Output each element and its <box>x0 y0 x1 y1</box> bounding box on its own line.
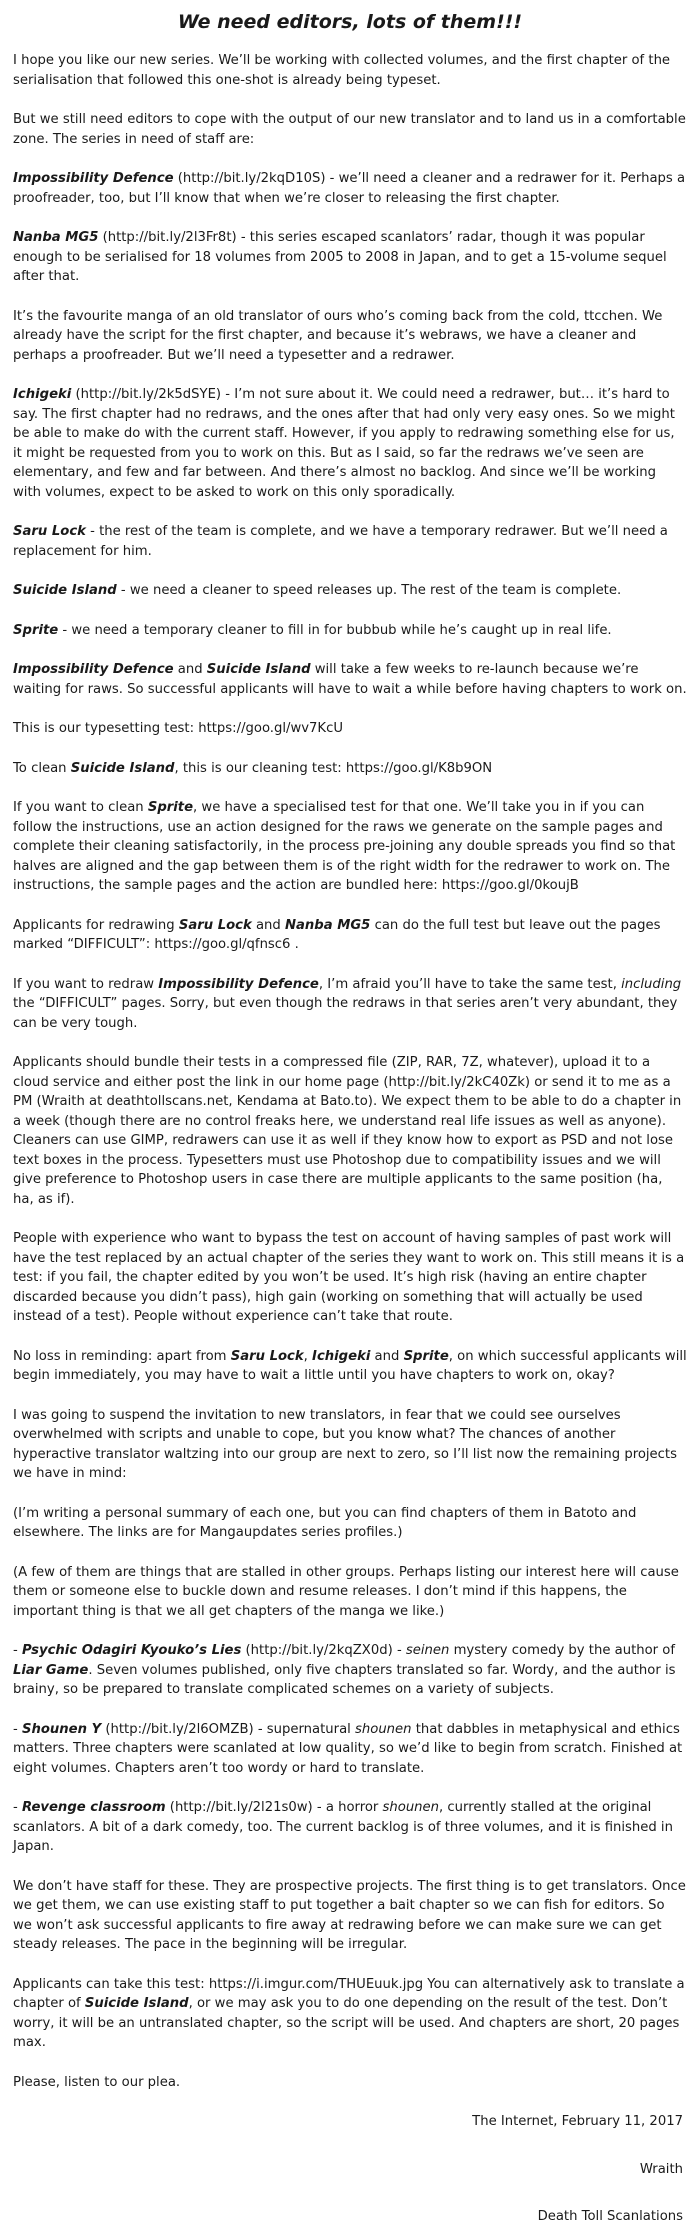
emphasized-text: shounen <box>382 1800 440 1815</box>
text-run: This is our typesetting test: https://goo.gl/wv7KcU <box>13 721 343 736</box>
emphasized-text: Sprite <box>147 800 194 815</box>
text-run: - <box>13 1721 22 1737</box>
emphasized-text: Sprite <box>403 1348 449 1364</box>
text-run: (http://bit.ly/2l6OMZB) - supernatural <box>101 1721 356 1737</box>
text-run: , or we may ask you to do one depending on the result of the test. Don’t worry, it will be an untranslated chapter, so the script will be used. And chapters are short, 20 pages max. <box>13 1996 680 2050</box>
paragraph <box>13 660 687 699</box>
text-run: can do the full test but leave out the pages marked “DIFFICULT”: https://goo.gl/qfnsc6 . <box>13 917 661 952</box>
emphasized-text: Saru Lock <box>178 917 252 933</box>
text-run: - we need a cleaner to speed releases up. The rest of the team is complete. <box>116 583 622 598</box>
paragraph <box>13 1406 687 1484</box>
emphasized-text: shounen <box>355 1721 412 1737</box>
paragraph <box>13 1975 687 2053</box>
paragraph <box>13 719 687 739</box>
emphasized-text: Impossibility Defence <box>158 976 319 992</box>
text-run: If you want to redraw <box>13 976 159 992</box>
paragraph <box>13 975 687 1034</box>
paragraph <box>13 1504 687 1543</box>
text-run: and <box>370 1348 404 1364</box>
paragraph <box>13 51 687 90</box>
text-run: , on which successful applicants will begin immediately, you may have to wait a little until you have chapters to work on, okay? <box>13 1348 687 1383</box>
text-run: (I’m writing a personal summary of each one, but you can find chapters of them in Batoto and elsewhere. The links are for Mangaupdates series profiles.) <box>13 1505 637 1540</box>
paragraph <box>13 110 687 149</box>
text-run: - the rest of the team is complete, and we have a temporary redrawer. But we’ll need a replacement for him. <box>13 524 668 559</box>
text-run: No loss in reminding: apart from <box>13 1348 231 1364</box>
emphasized-text: Saru Lock <box>230 1348 304 1364</box>
text-run: , <box>303 1348 313 1364</box>
emphasized-text: Suicide Island <box>70 760 175 776</box>
paragraph <box>13 916 687 955</box>
text-run: , we have a specialised test for that one. We’ll take you in if you can follow the instructions, use an action designed for the raws we generate on the sample pages and complete their cleaning satisfactorily, in the process pre-joining any double spreads you find so that halves are aligned and the gap between them is of the right width for the redrawer to work on. The instructions, the sample pages and the action are bundled here: https://goo.gl/0koujB <box>13 800 676 893</box>
emphasized-text: Nanba MG5 <box>284 917 371 933</box>
text-run: Applicants for redrawing <box>13 917 179 933</box>
text-run: (http://bit.ly/2kqZX0d) - <box>241 1643 406 1658</box>
emphasized-text: Ichigeki <box>13 387 72 402</box>
emphasized-text: Suicide Island <box>13 583 117 598</box>
emphasized-text: Impossibility Defence <box>13 171 174 186</box>
paragraph <box>13 1229 687 1327</box>
paragraph <box>13 1877 687 1955</box>
text-run: , this is our cleaning test: https://goo.gl/K8b9ON <box>174 760 493 776</box>
emphasized-text: Ichigeki <box>312 1348 371 1364</box>
text-run: (http://bit.ly/2kqD10S) - we’ll need a cleaner and a redrawer for it. Perhaps a proofreader, too, but I’ll know that when we’re closer to releasing the first chapter. <box>13 171 686 206</box>
emphasized-text: Revenge classroom <box>21 1800 166 1815</box>
text-run: - <box>13 1643 22 1658</box>
emphasized-text: Suicide Island <box>206 662 311 677</box>
text-run: , I’m afraid you’ll have to take the same test, <box>318 976 622 992</box>
text-run: To clean <box>13 760 71 776</box>
emphasized-text: including <box>621 976 682 992</box>
text-run: (A few of them are things that are stalled in other groups. Perhaps listing our interest here will cause them or someone else to buckle down and resume releases. I don’t mind if this happens, the important thing is that we all get chapters of the manga we like.) <box>13 1564 679 1619</box>
emphasized-text: Psychic Odagiri Kyouko’s Lies <box>21 1643 242 1658</box>
paragraph <box>13 228 687 287</box>
text-run: will take a few weeks to re-launch because we’re waiting for raws. So successful applicants will have to wait a while before having chapters to work on. <box>13 662 687 697</box>
emphasized-text: Sprite <box>13 622 59 638</box>
signature-place-date: The Internet, February 11, 2017 <box>472 2114 683 2129</box>
text-run: I hope you like our new series. We’ll be working with collected volumes, and the first chapter of the serialisation that followed this one-shot is already being typeset. <box>13 53 671 88</box>
paragraph <box>13 385 687 502</box>
emphasized-text: Suicide Island <box>84 1996 189 2011</box>
paragraph <box>13 522 687 561</box>
text-run: mystery comedy by the author of <box>449 1643 675 1658</box>
text-run: Applicants can take this test: https://i.imgur.com/THUEuuk.jpg You can alternatively ask to translate a chapter of <box>13 1976 685 2011</box>
paragraph <box>13 1563 687 1622</box>
text-run: If you want to clean <box>13 800 148 815</box>
text-run: the “DIFFICULT” pages. Sorry, but even though the redraws in that series aren’t very abundant, they can be very tough. <box>13 996 678 1031</box>
emphasized-text: Liar Game <box>13 1662 89 1678</box>
text-run: - <box>13 1800 22 1815</box>
text-run: People with experience who want to bypass the test on account of having samples of past work will have the test replaced by an actual chapter of the series they want to work on. This still means it is a test: if you fail, the chapter edited by you won’t be used. It’s high risk (having an entire chapter discarded because you didn’t pass), high gain (working on something that will actually be used instead of a test). People without experience can’t take that route. <box>13 1231 685 1324</box>
text-run: We don’t have staff for these. They are prospective projects. The first thing is to get translators. Once we get them, we can use existing staff to put together a bait chapter so we can fish for editors. So we won’t ask successful applicants to fire away at redrawing before we can make sure we can get steady releases. The pace in the beginning will be irregular. <box>13 1878 686 1952</box>
text-run: Applicants should bundle their tests in a compressed file (ZIP, RAR, 7Z, whatever), upload it to a cloud service and either post the link in our home page (http://bit.ly/2kC40Zk) or send it to me as a PM (Wraith at deathtollscans.net, Kendama at Bato.to). We expect them to be able to do a chapter in a week (though there are no control freaks here, we understand real life issues as well as anyone). Cleaners can use GIMP, redrawers can use it as well if they know how to export as PSD and not lose text boxes in the process. Typesetters must use Photoshop due to compatibility issues and we will give preference to Photoshop users in case there are multiple applicants to the same position (ha, ha, as if). <box>13 1055 682 1207</box>
text-run: (http://bit.ly/2l3Fr8t) - this series escaped scanlators’ radar, though it was popular enough to be serialised for 18 volumes from 2005 to 2008 in Japan, and to get a 15-volume sequel after that. <box>13 230 667 284</box>
emphasized-text: Shounen Y <box>21 1721 102 1737</box>
text-run: . Seven volumes published, only five chapters translated so far. Wordy, and the author is brainy, so be prepared to translate complicated schemes on a variety of subjects. <box>13 1662 676 1697</box>
document-title: We need editors, lots of them!!! <box>177 11 523 33</box>
paragraph <box>13 1641 687 1700</box>
paragraph <box>13 621 687 641</box>
text-run: (http://bit.ly/2k5dSYE) - I’m not sure about it. We could need a redrawer, but… it’s hard to say. The first chapter had no redraws, and the ones after that had only very easy ones. So we might be able to make do with the current staff. However, if you apply to redrawing something else for us, it might be requested from you to work on this. But as I said, so far the redraws we’ve seen are elementary, and few and far between. And there’s almost no backlog. And since we’ll be working with volumes, expect to be asked to work on this only sporadically. <box>13 387 675 500</box>
signature-group: Death Toll Scanlations <box>537 2209 683 2224</box>
text-run: Please, listen to our plea. <box>13 2074 181 2090</box>
text-run: I was going to suspend the invitation to new translators, in fear that we could see ourselves overwhelmed with scripts and unable to cope, but you know what? The chances of another hyperactive translator waltzing into our group are next to zero, so I’ll list now the remaining projects we have in mind: <box>13 1407 677 1481</box>
emphasized-text: Impossibility Defence <box>13 662 174 677</box>
paragraph <box>13 798 687 896</box>
paragraph <box>13 581 687 601</box>
paragraph <box>13 1798 687 1857</box>
paragraph <box>13 759 687 779</box>
text-run: , currently stalled at the original scanlators. A bit of a dark comedy, too. The current backlog is of three volumes, and it is finished in Japan. <box>13 1800 673 1854</box>
text-run: But we still need editors to cope with the output of our new translator and to land us in a comfortable zone. The series in need of staff are: <box>13 112 686 147</box>
text-run: - we need a temporary cleaner to fill in for bubbub while he’s caught up in real life. <box>58 622 612 638</box>
paragraph <box>13 169 687 208</box>
paragraph <box>13 307 687 366</box>
paragraph <box>13 1347 687 1386</box>
text-run: (http://bit.ly/2l21s0w) - a horror <box>165 1800 383 1815</box>
text-run: It’s the favourite manga of an old translator of ours who’s coming back from the cold, ttcchen. We already have the script for the first chapter, and because it’s webraws, we have a cleaner and perhaps a proofreader. But we’ll need a typesetter and a redrawer. <box>13 308 663 363</box>
text-run: that dabbles in metaphysical and ethics matters. Three chapters were scanlated at low quality, so we’d like to begin from scratch. Finished at eight volumes. Chapters aren’t too wordy or hard to translate. <box>13 1721 683 1776</box>
paragraph <box>13 2073 687 2093</box>
paragraph <box>13 1720 687 1779</box>
emphasized-text: Nanba MG5 <box>13 230 99 245</box>
paragraph <box>13 1053 687 1209</box>
text-run: and <box>173 662 207 677</box>
emphasized-text: Saru Lock <box>13 524 86 539</box>
emphasized-text: seinen <box>405 1643 450 1658</box>
signature-name: Wraith <box>639 2161 683 2177</box>
document-body <box>13 51 687 2092</box>
text-run: and <box>251 917 285 933</box>
